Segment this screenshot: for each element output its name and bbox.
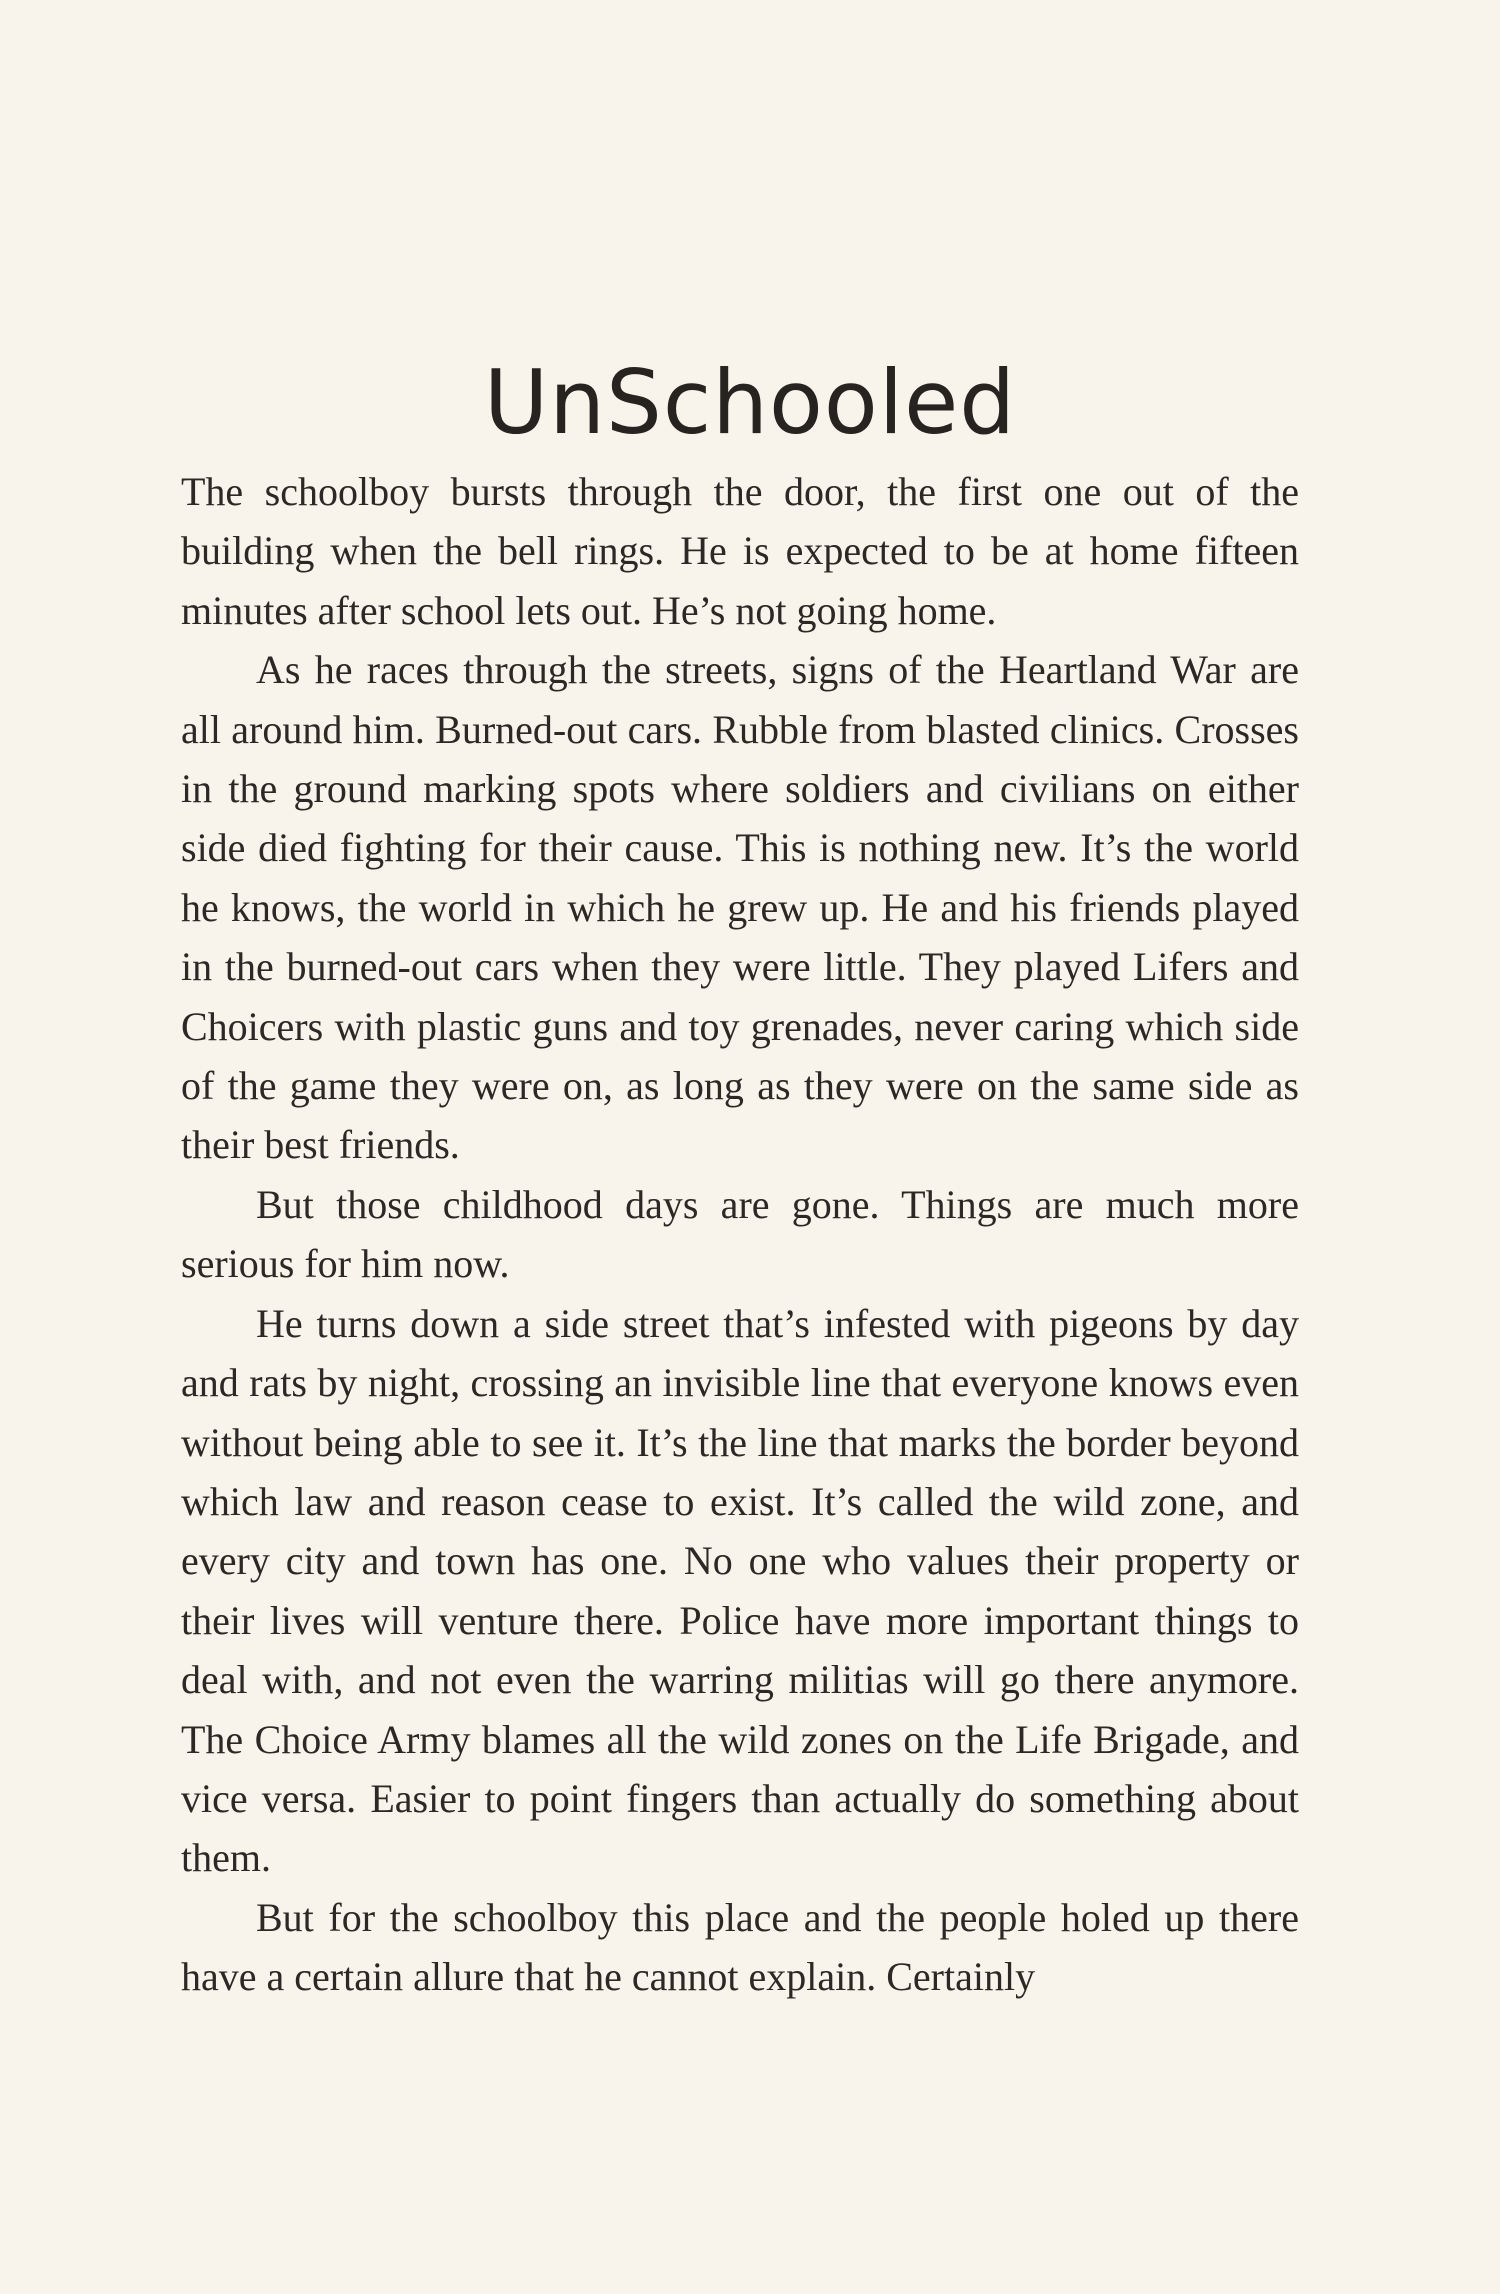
paragraph: The schoolboy bursts through the door, the first one out of the building when the bell rings. He is expected to be at home fifteen minutes after school lets out. He’s not going home. xyxy=(181,469,1299,633)
paragraph: He turns down a side street that’s infested with pigeons by day and rats by night, crossing an invisible line that everyone knows even without being able to see it. It’s the line that marks the border beyond which law and reason cease to exist. It’s called the wild zone, and every city and town has one. No one who values their property or their lives will venture there. Police have more important things to deal with, and not even the warring militias will go there anymore. The Choice Army blames all the wild zones on the Life Brigade, and vice versa. Easier to point fingers than actually do something about them. xyxy=(181,1300,1299,1881)
chapter-title: UnSchooled xyxy=(483,350,1017,454)
chapter-body xyxy=(181,462,1299,2007)
paragraph: As he races through the streets, signs of the Heartland War are all around him. Burned-out cars. Rubble from blasted clinics. Crosses in the ground marking spots where soldiers and civilians on either side died fighting for their cause. This is nothing new. It’s the world he knows, the world in which he grew up. He and his friends played in the burned-out cars when they were little. They played Lifers and Choicers with plastic guns and toy grenades, never caring which side of the game they were on, as long as they were on the same side as their best friends. xyxy=(181,647,1299,1168)
paragraph: But those childhood days are gone. Things are much more serious for him now. xyxy=(181,1181,1299,1287)
paragraph: But for the schoolboy this place and the people holed up there have a certain allure that he cannot explain. Certainly xyxy=(181,1894,1299,2000)
